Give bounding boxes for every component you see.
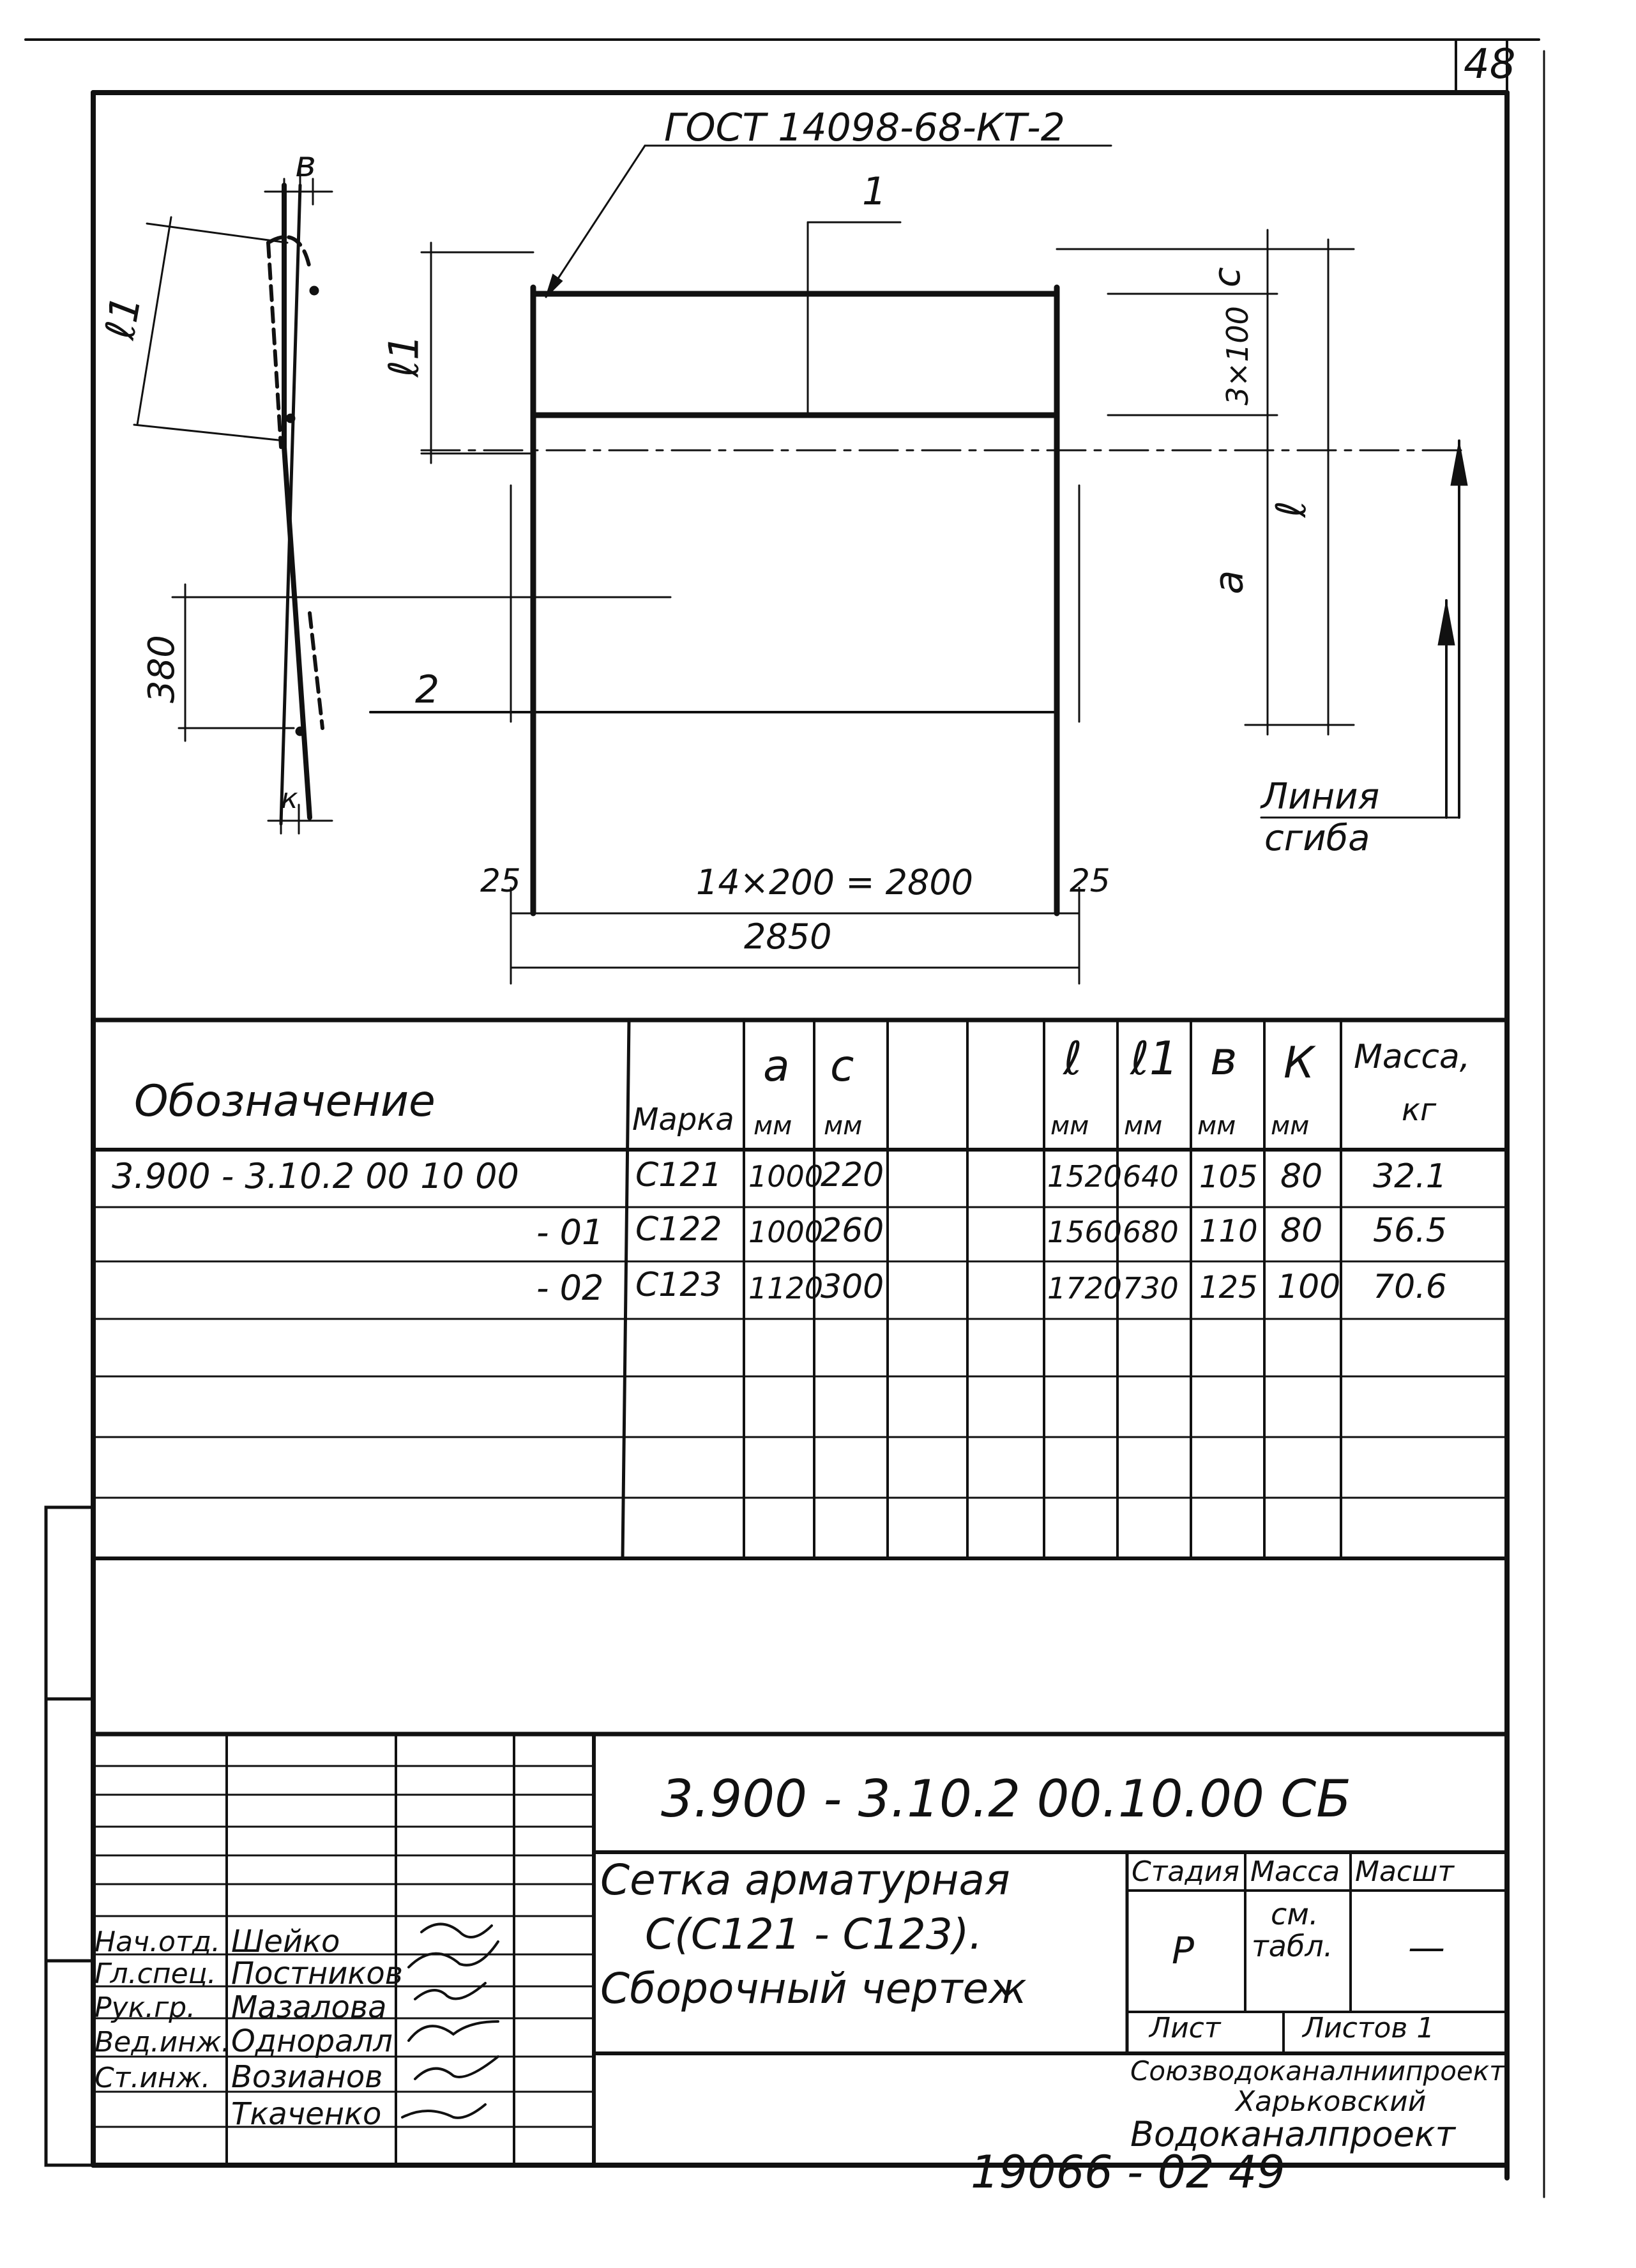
cell-l1: 640 xyxy=(1123,1159,1179,1194)
sheets-label: Листов 1 xyxy=(1303,2012,1435,2044)
header-mass-unit: кг xyxy=(1402,1092,1437,1128)
staff-name: Возианов xyxy=(231,2059,383,2095)
cell-mass: 32.1 xyxy=(1373,1157,1447,1196)
cell-l1: 730 xyxy=(1123,1271,1179,1305)
cell-l1: 680 xyxy=(1123,1215,1179,1249)
callout-1: 1 xyxy=(862,169,887,214)
bend-line-label-2: сгиба xyxy=(1264,818,1370,859)
stage-value: Р xyxy=(1172,1929,1194,1972)
staff-role: Ст.инж. xyxy=(95,2062,211,2094)
header-l1: ℓ1 xyxy=(1130,1031,1179,1085)
cell-designation: 3.900 - 3.10.2 00 10 00 xyxy=(112,1156,519,1196)
cell-designation: - 01 xyxy=(536,1212,604,1252)
dim-right-25: 25 xyxy=(1070,862,1110,899)
cell-mass: 70.6 xyxy=(1373,1268,1447,1306)
dim-l1-side: ℓ1 xyxy=(96,292,151,343)
dim-span: 14×200 = 2800 xyxy=(696,862,974,902)
cell-l: 1520 xyxy=(1047,1159,1123,1194)
mass-value-2: табл. xyxy=(1252,1929,1333,1963)
header-mark: Марка xyxy=(632,1102,734,1138)
header-designation: Обозначение xyxy=(134,1076,436,1127)
cell-k: 100 xyxy=(1277,1268,1341,1306)
cell-c: 300 xyxy=(821,1268,884,1306)
header-mass: Масса, xyxy=(1354,1038,1471,1076)
standard-label: ГОСТ 14098-68-КТ-2 xyxy=(664,105,1065,150)
cell-a: 1000 xyxy=(748,1159,824,1194)
dim-k-side: к xyxy=(281,782,298,815)
staff-role: Нач.отд. xyxy=(95,1926,220,1958)
dim-b: в xyxy=(295,144,317,185)
stage-label: Стадия xyxy=(1132,1855,1239,1888)
scale-value: — xyxy=(1408,1926,1445,1969)
header-l: ℓ xyxy=(1063,1031,1082,1085)
cell-mass: 56.5 xyxy=(1373,1212,1447,1250)
sheet-number: 48 xyxy=(1464,41,1516,88)
header-l-unit: мм xyxy=(1050,1111,1089,1141)
cell-mark: С121 xyxy=(635,1156,722,1194)
staff-role: Вед.инж. xyxy=(95,2026,231,2059)
cell-b: 125 xyxy=(1199,1270,1258,1305)
header-a-unit: мм xyxy=(754,1111,792,1141)
cell-mark: С122 xyxy=(635,1210,722,1249)
header-b: в xyxy=(1210,1031,1238,1085)
callout-2: 2 xyxy=(415,667,440,712)
cell-l: 1560 xyxy=(1047,1215,1123,1249)
org-line-1: Союзводоканалниипроект xyxy=(1130,2055,1505,2087)
dim-a: а xyxy=(1205,570,1252,595)
staff-role: Рук.гр. xyxy=(95,1991,196,2024)
cell-k: 80 xyxy=(1280,1157,1323,1196)
dim-step: 3×100 xyxy=(1220,306,1255,406)
title-line-3: Сборочный чертеж xyxy=(600,1964,1027,2013)
mass-value-1: см. xyxy=(1271,1897,1319,1931)
staff-name: Постников xyxy=(231,1956,404,1991)
staff-name: Ткаченко xyxy=(231,2096,382,2132)
header-b-unit: мм xyxy=(1197,1111,1236,1141)
header-k-unit: мм xyxy=(1271,1111,1310,1141)
staff-name: Шейко xyxy=(231,1924,340,1960)
title-line-2: С(С121 - С123). xyxy=(645,1910,983,1959)
bend-line-label-1: Линия xyxy=(1261,776,1380,818)
cell-a: 1120 xyxy=(748,1271,824,1305)
mass-label: Масса xyxy=(1250,1855,1340,1888)
cell-a: 1000 xyxy=(748,1215,824,1249)
dim-left-25: 25 xyxy=(480,862,521,899)
dim-c: с xyxy=(1204,267,1248,287)
header-k: К xyxy=(1284,1038,1315,1088)
dim-l1-front: ℓ1 xyxy=(381,334,428,377)
cell-l: 1720 xyxy=(1047,1271,1123,1305)
cell-c: 260 xyxy=(821,1212,884,1250)
title-line-1: Сетка арматурная xyxy=(600,1855,1010,1905)
cell-mark: С123 xyxy=(635,1266,722,1304)
cell-c: 220 xyxy=(821,1156,884,1194)
cell-b: 110 xyxy=(1199,1214,1258,1249)
header-a: а xyxy=(763,1041,790,1092)
cell-k: 80 xyxy=(1280,1212,1323,1250)
staff-role: Гл.спец. xyxy=(95,1958,216,1990)
dim-total: 2850 xyxy=(744,917,832,957)
header-c-unit: мм xyxy=(824,1111,863,1141)
org-line-2: Харьковский xyxy=(1236,2085,1427,2118)
dim-l: ℓ xyxy=(1268,500,1316,518)
doc-code: 3.900 - 3.10.2 00.10.00 СБ xyxy=(661,1769,1352,1829)
staff-name: Мазалова xyxy=(231,1990,387,2025)
sheet-label: Лист xyxy=(1149,2012,1221,2044)
header-l1-unit: мм xyxy=(1124,1111,1163,1141)
cell-designation: - 02 xyxy=(536,1268,604,1308)
bottom-number: 19066 - 02 49 xyxy=(971,2146,1285,2198)
org-line-3: Водоканалпроект xyxy=(1130,2114,1455,2154)
staff-name: Одноралл xyxy=(231,2023,393,2059)
header-c: с xyxy=(830,1041,854,1092)
dim-380: 380 xyxy=(140,635,183,703)
scale-label: Масшт xyxy=(1355,1855,1455,1888)
cell-b: 105 xyxy=(1199,1159,1258,1195)
